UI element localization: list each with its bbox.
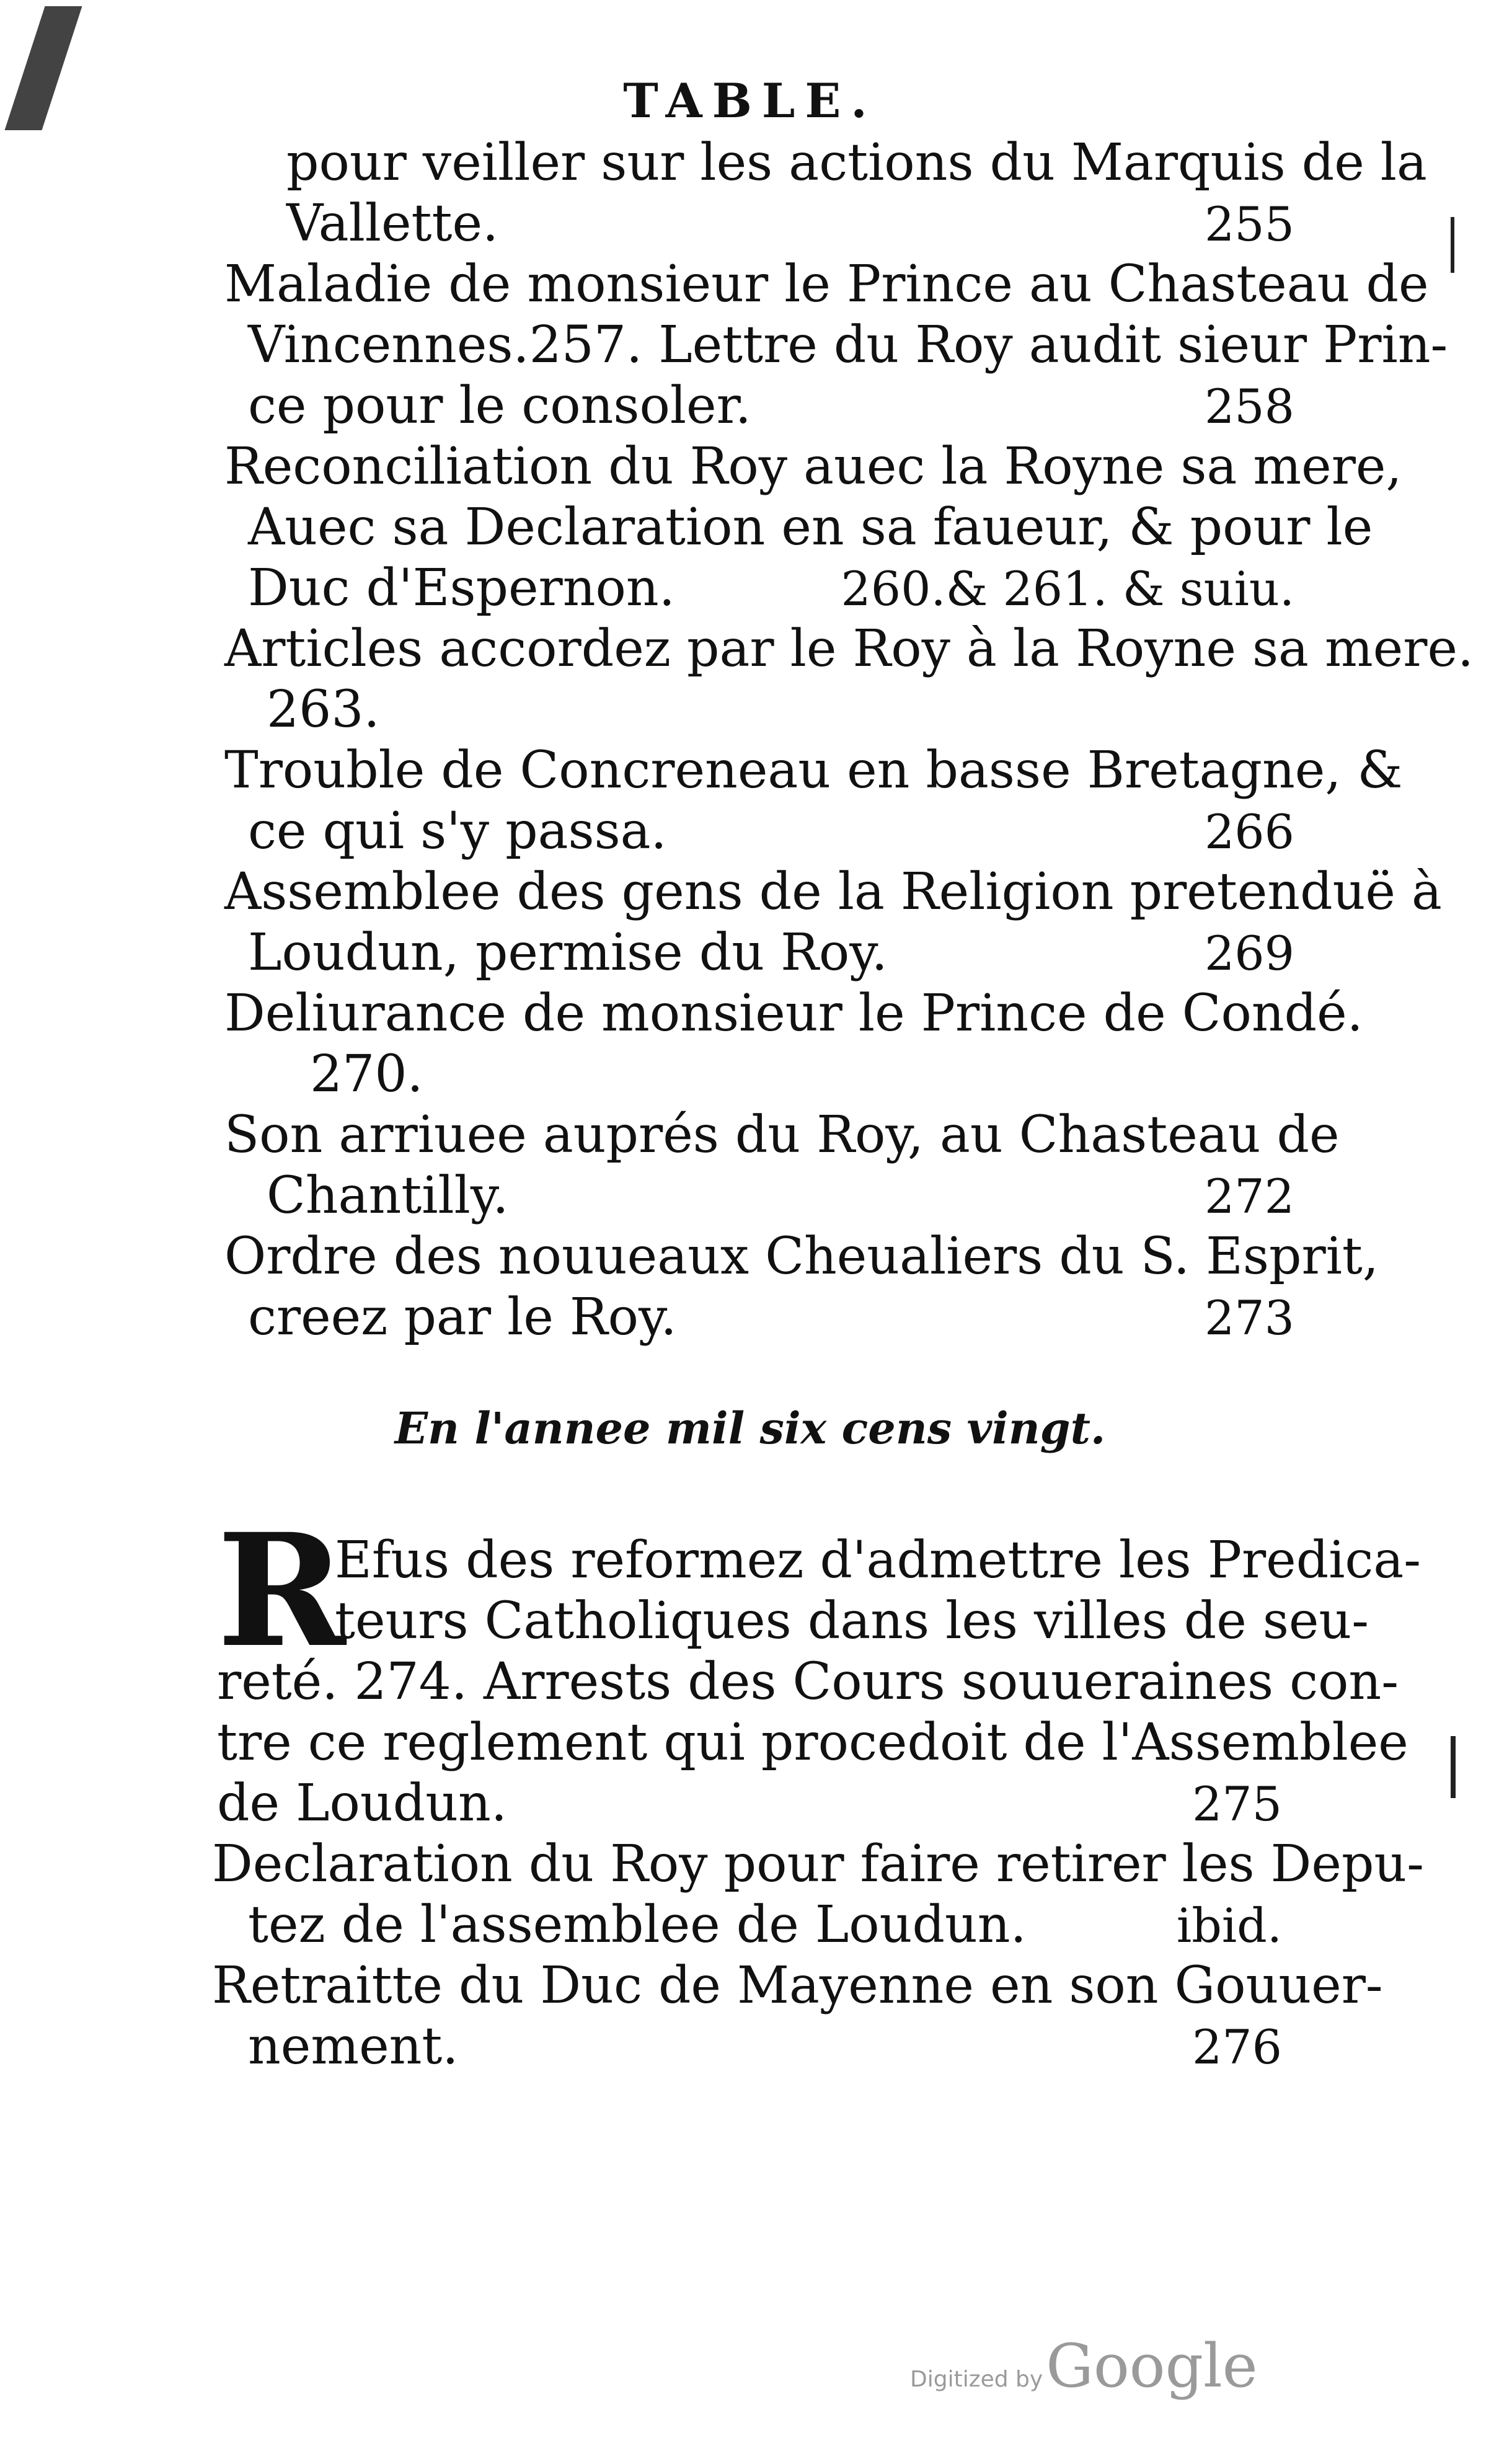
entry-line: 263. xyxy=(267,680,380,739)
page-number: 276 xyxy=(1192,2019,1282,2075)
page-number: ibid. xyxy=(1176,1898,1282,1953)
entry-line: Vallette. xyxy=(286,194,499,253)
entry-line: reté. 274. Arrests des Cours souueraines con- xyxy=(217,1652,1399,1711)
entry-line: de Loudun. xyxy=(217,1774,507,1833)
drop-cap: R xyxy=(217,1499,346,1682)
corner-ink-mark xyxy=(5,6,82,130)
year-heading: En l'annee mil six cens vingt. xyxy=(394,1403,1106,1454)
entry-line: Declaration du Roy pour faire retirer les Depu- xyxy=(212,1835,1424,1894)
entry-line: tre ce reglement qui procedoit de l'Assemblee xyxy=(217,1713,1408,1772)
page-number: 260.& 261. & suiu. xyxy=(841,561,1294,616)
entry-line: 270. xyxy=(310,1045,423,1104)
page-number: 269 xyxy=(1204,926,1294,981)
entry-line: ce qui s'y passa. xyxy=(248,802,667,861)
entry-line: Duc d'Espernon. xyxy=(248,559,675,618)
page-number: 258 xyxy=(1204,379,1294,434)
digitized-watermark xyxy=(910,2331,1258,2401)
entry-line: Articles accordez par le Roy à la Royne sa mere. xyxy=(224,619,1474,678)
page-number: 255 xyxy=(1204,197,1294,252)
entry-line: teurs Catholiques dans les villes de seu- xyxy=(335,1592,1369,1651)
watermark-prefix: Digitized by xyxy=(910,2367,1043,2392)
entry-line: Ordre des nouueaux Cheualiers du S. Esprit, xyxy=(224,1227,1379,1286)
entry-line: Trouble de Concreneau en basse Bretagne, & xyxy=(224,741,1403,800)
entry-line: creez par le Roy. xyxy=(248,1288,677,1347)
entry-line: Retraitte du Duc de Mayenne en son Gouuer- xyxy=(212,1956,1383,2015)
entry-line: Son arriuee auprés du Roy, au Chasteau de xyxy=(224,1106,1340,1164)
page-number: 273 xyxy=(1204,1290,1294,1345)
entry-line: Auec sa Declaration en sa faueur, & pour le xyxy=(248,498,1373,557)
entry-line: Reconciliation du Roy auec la Royne sa mere, xyxy=(224,437,1402,496)
margin-ink-mark xyxy=(1451,217,1454,273)
google-logo: Google xyxy=(1046,2331,1258,2401)
margin-ink-mark xyxy=(1451,1736,1456,1798)
entry-line: Efus des reformez d'admettre les Predica- xyxy=(335,1531,1421,1590)
page-number: 275 xyxy=(1192,1776,1282,1832)
entry-line: tez de l'assemblee de Loudun. xyxy=(248,1895,1027,1954)
page-number: 272 xyxy=(1204,1169,1294,1224)
entry-line: Vincennes.257. Lettre du Roy audit sieur Prin- xyxy=(248,316,1448,374)
entry-line: Maladie de monsieur le Prince au Chasteau de xyxy=(224,255,1429,314)
entry-line: Deliurance de monsieur le Prince de Condé. xyxy=(224,984,1363,1043)
entry-line: pour veiller sur les actions du Marquis de la xyxy=(286,133,1427,192)
entry-line: Assemblee des gens de la Religion pretenduë à xyxy=(224,862,1442,921)
entry-line: nement. xyxy=(248,2017,459,2076)
page-number: 266 xyxy=(1204,804,1294,859)
running-head: TABLE. xyxy=(623,73,877,128)
entry-line: Chantilly. xyxy=(267,1166,509,1225)
entry-line: ce pour le consoler. xyxy=(248,376,751,435)
entry-line: Loudun, permise du Roy. xyxy=(248,923,888,982)
